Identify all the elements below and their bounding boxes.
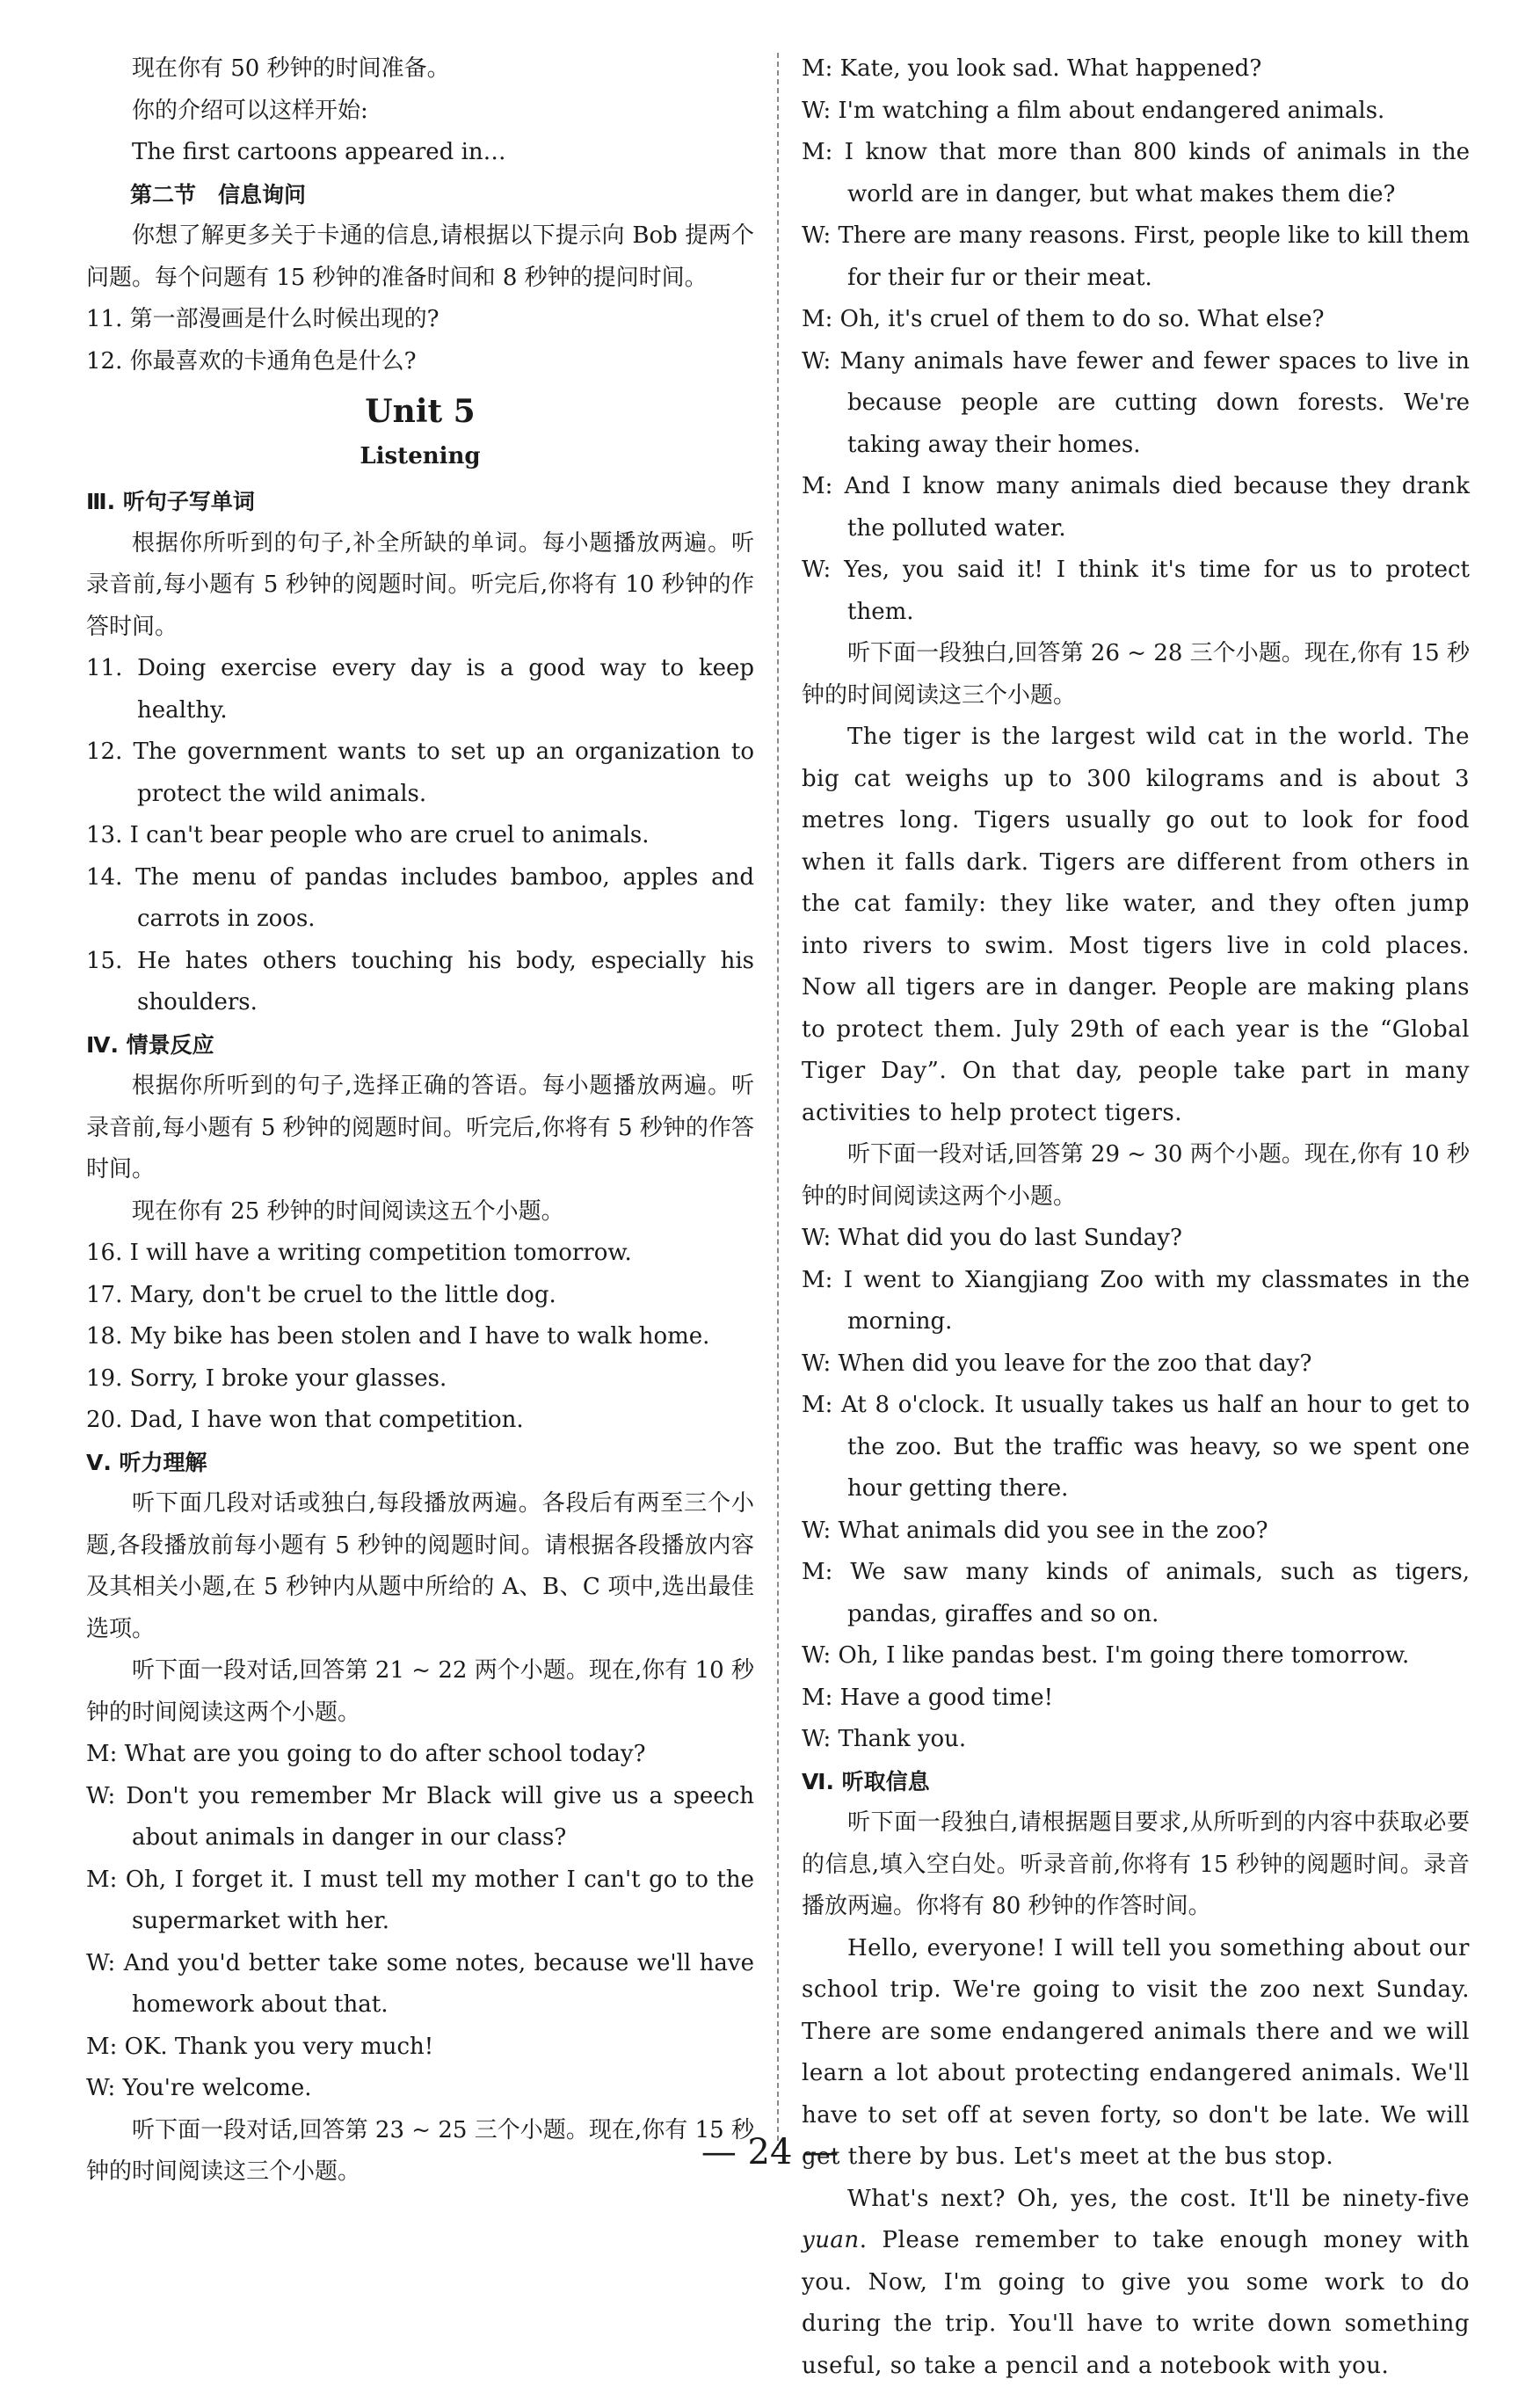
intro-starter-line: The first cartoons appeared in…	[86, 132, 754, 174]
dialogue-line: M: Oh, it's cruel of them to do so. What else?	[802, 299, 1470, 341]
question-11: 11. 第一部漫画是什么时候出现的?	[86, 299, 754, 341]
dialogue-line: M: And I know many animals died because they drank the polluted water.	[802, 466, 1470, 549]
dialogue-3-intro: 听下面一段对话,回答第 29 ~ 30 两个小题。现在,你有 10 秒钟的时间阅读这两个小题。	[802, 1134, 1470, 1218]
dialogue-line: W: And you'd better take some notes, because we'll have homework about that.	[86, 1943, 754, 2027]
section-3-instructions: 根据你所听到的句子,补全所缺的单词。每小题播放两遍。听录音前,每小题有 5 秒钟的阅题时间。听完后,你将有 10 秒钟的作答时间。	[86, 523, 754, 649]
monologue-2-paragraph-1: Hello, everyone! I will tell you something about our school trip. We're going to visit the zoo next Sunday. There are some endangered animals there and we will learn a lot about protecting endangered animals. We'll have to set off at seven forty, so don't be late. We will get there by bus. Let's meet at the bus stop.	[802, 1928, 1470, 2179]
monologue-2-paragraph-2	[802, 2179, 1470, 2387]
right-column	[802, 48, 1470, 2387]
question-12: 12. 你最喜欢的卡通角色是什么?	[86, 341, 754, 383]
dialogue-line: W: You're welcome.	[86, 2068, 754, 2110]
response-item: 18. My bike has been stolen and I have to walk home.	[86, 1316, 754, 1358]
response-item: 20. Dad, I have won that competition.	[86, 1400, 754, 1442]
dialogue-line: M: At 8 o'clock. It usually takes us half an hour to get to the zoo. But the traffic was heavy, so we spent one hour getting there.	[802, 1385, 1470, 1510]
dialogue-line: M: Have a good time!	[802, 1677, 1470, 1720]
page-number: — 24 —	[0, 2126, 1540, 2179]
section-6-title: Ⅵ. 听取信息	[802, 1761, 1470, 1803]
response-item: 16. I will have a writing competition tomorrow.	[86, 1233, 754, 1275]
section-4-reading-time: 现在你有 25 秒钟的时间阅读这五个小题。	[86, 1191, 754, 1234]
section-4-title: Ⅳ. 情景反应	[86, 1024, 754, 1066]
dialogue-line: M: OK. Thank you very much!	[86, 2027, 754, 2069]
sentence-item: 12. The government wants to set up an organization to protect the wild animals.	[86, 731, 754, 815]
dialogue-line: M: What are you going to do after school today?	[86, 1734, 754, 1776]
unit-subtitle: Listening	[86, 437, 754, 476]
dialogue-2-intro: 听下面一段对话,回答第 23 ~ 25 三个小题。现在,你有 15 秒钟的时间阅读这三个小题。	[86, 2110, 754, 2194]
unit-title: Unit 5	[86, 386, 754, 437]
dialogue-line: W: Many animals have fewer and fewer spaces to live in because people are cutting down forests. We're taking away their homes.	[802, 341, 1470, 467]
sentence-item: 13. I can't bear people who are cruel to animals.	[86, 815, 754, 857]
dialogue-line: W: What did you do last Sunday?	[802, 1218, 1470, 1260]
response-item: 19. Sorry, I broke your glasses.	[86, 1358, 754, 1401]
section-5-title: Ⅴ. 听力理解	[86, 1442, 754, 1484]
section-2-title: 第二节 信息询问	[86, 174, 754, 216]
monologue-1-intro: 听下面一段独白,回答第 26 ~ 28 三个小题。现在,你有 15 秒钟的时间阅读这三个小题。	[802, 633, 1470, 717]
dialogue-line: M: I went to Xiangjiang Zoo with my classmates in the morning.	[802, 1260, 1470, 1343]
dialogue-line: W: There are many reasons. First, people like to kill them for their fur or their meat.	[802, 215, 1470, 299]
dialogue-line: W: I'm watching a film about endangered animals.	[802, 91, 1470, 133]
intro-hint-line: 你的介绍可以这样开始:	[86, 91, 754, 133]
dialogue-line: W: Yes, you said it! I think it's time for us to protect them.	[802, 549, 1470, 633]
currency-word: yuan	[802, 2227, 860, 2253]
left-column	[86, 48, 754, 2194]
section-4-instructions: 根据你所听到的句子,选择正确的答语。每小题播放两遍。听录音前,每小题有 5 秒钟的阅题时间。听完后,你将有 5 秒钟的作答时间。	[86, 1066, 754, 1191]
section-2-instructions: 你想了解更多关于卡通的信息,请根据以下提示向 Bob 提两个问题。每个问题有 15 秒钟的准备时间和 8 秒钟的提问时间。	[86, 215, 754, 299]
monologue-1-text: The tiger is the largest wild cat in the world. The big cat weighs up to 300 kilograms and is about 3 metres long. Tigers usually go out to look for food when it falls dark. Tigers are different from others in the cat family: they like water, and they often jump into rivers to swim. Most tigers live in cold places. Now all tigers are in danger. People are making plans to protect them. July 29th of each year is the “Global Tiger Day”. On that day, people take part in many activities to help protect tigers.	[802, 717, 1470, 1134]
section-3-title: Ⅲ. 听句子写单词	[86, 481, 754, 523]
dialogue-line: W: Oh, I like pandas best. I'm going there tomorrow.	[802, 1635, 1470, 1677]
dialogue-1-intro: 听下面一段对话,回答第 21 ~ 22 两个小题。现在,你有 10 秒钟的时间阅读这两个小题。	[86, 1650, 754, 1734]
section-5-instructions: 听下面几段对话或独白,每段播放两遍。各段后有两至三个小题,各段播放前每小题有 5 秒钟的阅题时间。请根据各段播放内容及其相关小题,在 5 秒钟内从题中所给的 A、B、C 项中,选出最佳选项。	[86, 1483, 754, 1650]
dialogue-line: M: Kate, you look sad. What happened?	[802, 48, 1470, 91]
dialogue-line: W: What animals did you see in the zoo?	[802, 1510, 1470, 1553]
response-item: 17. Mary, don't be cruel to the little dog.	[86, 1275, 754, 1317]
paragraph-text: . Please remember to take enough money with you. Now, I'm going to give you some work to do during the trip. You'll have to write down something useful, so take a pencil and a notebook with you.	[802, 2227, 1470, 2379]
dialogue-line: M: Oh, I forget it. I must tell my mother I can't go to the supermarket with her.	[86, 1859, 754, 1943]
dialogue-line: W: When did you leave for the zoo that day?	[802, 1343, 1470, 1386]
dialogue-line: M: I know that more than 800 kinds of animals in the world are in danger, but what makes them die?	[802, 132, 1470, 215]
sentence-item: 11. Doing exercise every day is a good way to keep healthy.	[86, 648, 754, 731]
sentence-item: 15. He hates others touching his body, especially his shoulders.	[86, 941, 754, 1024]
section-6-instructions: 听下面一段独白,请根据题目要求,从所听到的内容中获取必要的信息,填入空白处。听录音前,你将有 15 秒钟的阅题时间。录音播放两遍。你将有 80 秒钟的作答时间。	[802, 1802, 1470, 1928]
dialogue-line: W: Don't you remember Mr Black will give us a speech about animals in danger in our class?	[86, 1776, 754, 1859]
dialogue-line: M: We saw many kinds of animals, such as tigers, pandas, giraffes and so on.	[802, 1552, 1470, 1635]
prep-time-line: 现在你有 50 秒钟的时间准备。	[86, 48, 754, 91]
paragraph-text: What's next? Oh, yes, the cost. It'll be ninety-five	[847, 2186, 1470, 2212]
column-divider	[777, 53, 779, 2150]
dialogue-line: W: Thank you.	[802, 1719, 1470, 1761]
sentence-item: 14. The menu of pandas includes bamboo, apples and carrots in zoos.	[86, 857, 754, 941]
